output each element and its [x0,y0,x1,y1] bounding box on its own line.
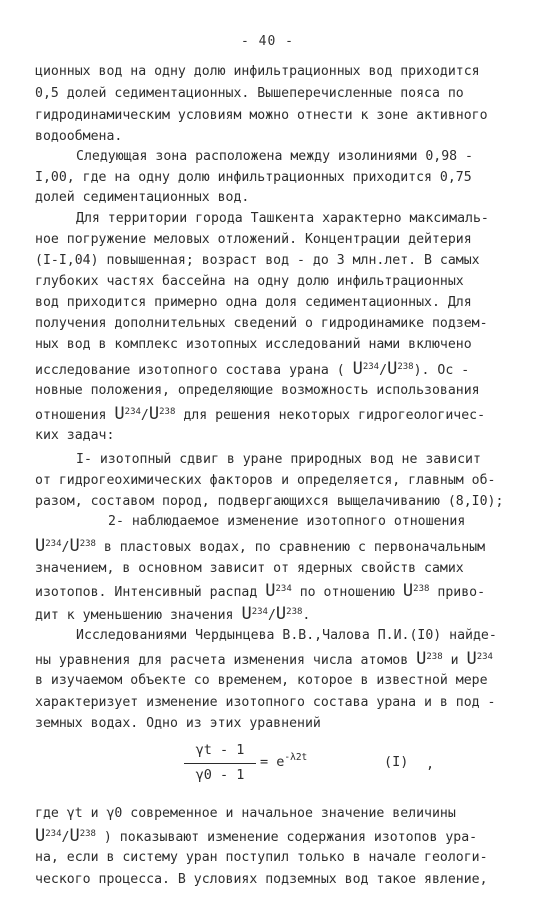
text-line: глубоких частях бассейна на одну долю инфильтрационных [35,274,464,289]
text-line: земных водах. Одно из этих уравнений [35,716,321,731]
text-line: I- изотопный сдвиг в уране природных вод не зависит [76,452,481,467]
text-line: I,00, где на одну долю инфильтрационных приходится 0,75 [35,170,472,185]
text-line: отношения $U^{234}/U^{238}$ для решения некоторых гидрогеологичес- [35,404,486,424]
text-line: Следующая зона расположена между изолиниями 0,98 - [76,149,473,164]
text-line: гидродинамическим условиям можно отнести к зоне активного [35,108,488,123]
equation-number: (I) [384,754,409,770]
text-line: ческого процесса. В условиях подземных вод такое явление, [35,872,488,887]
equation-denominator: γ0 - 1 [195,767,245,783]
equation-equals: = e [260,754,285,770]
text-line: разом, составом пород, подвергающихся выщелачиванию (8,I0); [35,494,504,509]
text-line: $U^{234}/U^{238}$ в пластовых водах, по сравнению с первоначальным [35,536,486,556]
text-line: ны уравнения для расчета изменения числа атомов $U^{238}$ и $U^{234}$ [35,649,493,669]
text-line: долей седиментационных вод. [35,190,250,205]
equation-fraction [184,742,256,785]
equation-rhs [260,754,307,770]
text-line: водообмена. [35,129,123,144]
text-line: исследование изотопного состава урана ( $U^{234}/U^{238}$). Ос - [35,359,470,379]
text-line: 0,5 долей седиментационных. Вышеперечисленные пояса по [35,86,464,101]
text-line: ное погружение меловых отложений. Концентрации дейтерия [35,232,472,247]
fraction-bar [184,763,256,764]
text-line: новные положения, определяющие возможность использования [35,383,480,398]
text-line: значением, в основном зависит от ядерных свойств самих [35,561,464,576]
equation [184,742,444,792]
text-line: ких задач: [35,428,115,443]
text-line: получения дополнительных сведений о гидродинамике подзем- [35,316,488,331]
text-line: изотопов. Интенсивный распад $U^{234}$ по отношению $U^{238}$ приво- [35,581,486,601]
text-line: Для территории города Ташкента характерно максималь- [76,211,489,226]
text-line: на, если в систему уран поступил только в начале геологи- [35,850,488,865]
text-line: от гидрогеохимических факторов и определяется, главным об- [35,473,496,488]
text-line: ных вод в комплекс изотопных исследований нами включено [35,337,472,352]
equation-numerator: γt - 1 [195,742,245,758]
text-line: где γt и γ0 современное и начальное значение величины [35,806,456,821]
page-number: - 40 - [241,34,294,49]
text-line: вод приходится примерно одна доля седиментационных. Для [35,295,472,310]
text-line: (I-I,04) повышенная; возраст вод - до 3 млн.лет. В самых [35,253,480,268]
text-line: $U^{234}/U^{238}$ ) показывают изменение содержания изотопов ура- [35,826,478,846]
text-line: в изучаемом объекте со временем, которое в известной мере [35,673,488,688]
text-line: характеризует изменение изотопного состава урана и в под - [35,695,496,710]
text-line: 2- наблюдаемое изменение изотопного отношения [108,514,466,529]
text-line: ционных вод на одну долю инфильтрационных вод приходится [35,64,480,79]
text-line: дит к уменьшению значения $U^{234}/U^{238}$. [35,604,311,624]
text-line: Исследованиями Чердынцева В.В.,Чалова П.И.(I0) найде- [76,628,497,643]
equation-comma: , [426,756,435,772]
equation-exponent: -λ2t [284,752,308,763]
